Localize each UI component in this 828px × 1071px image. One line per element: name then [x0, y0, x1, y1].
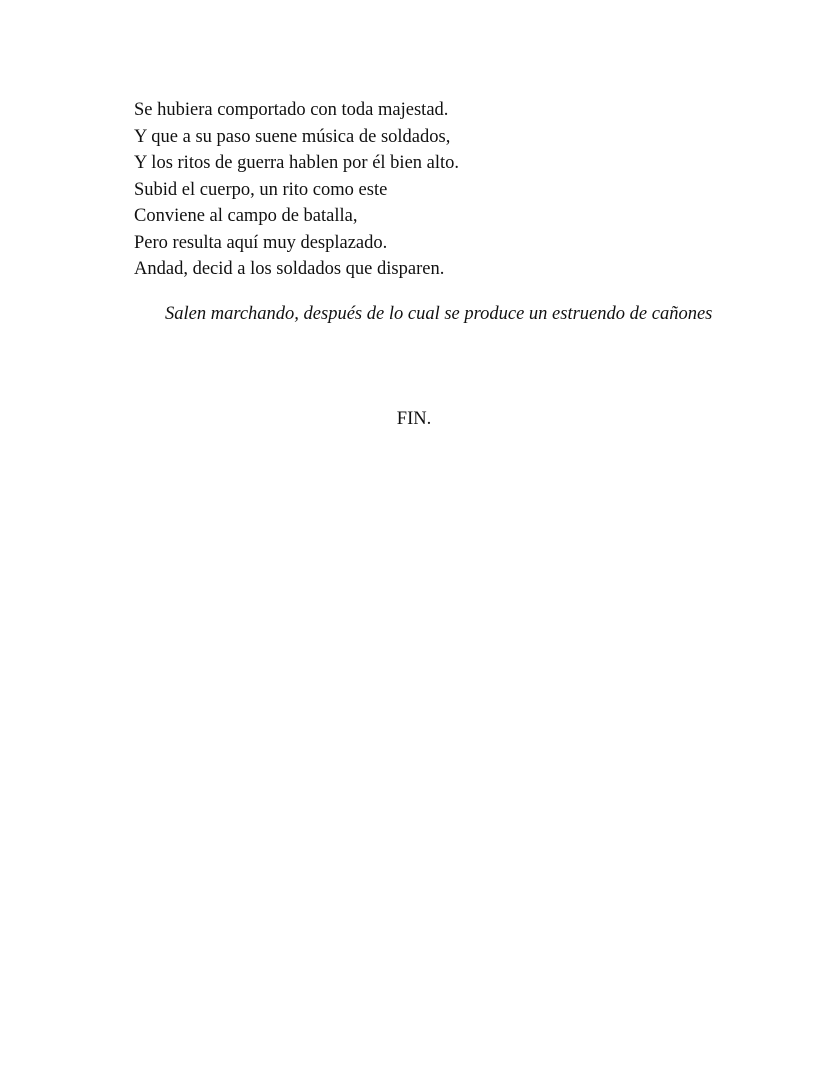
- verse-line: Se hubiera comportado con toda majestad.: [134, 100, 449, 120]
- ending-label: FIN.: [396, 409, 432, 429]
- verse-line: Conviene al campo de batalla,: [134, 206, 358, 226]
- verse-line: Andad, decid a los soldados que disparen.: [134, 259, 445, 279]
- verse-line: Subid el cuerpo, un rito como este: [134, 179, 388, 200]
- verse-line: Y los ritos de guerra hablen por él bien alto.: [134, 153, 460, 173]
- verse-line: Y que a su paso suene música de soldados,: [134, 126, 451, 147]
- verse-block: [134, 97, 734, 283]
- verse-line: Pero resulta aquí muy desplazado.: [134, 232, 388, 253]
- stage-direction: Salen marchando, después de lo cual se produce un estruendo de cañones: [165, 304, 713, 324]
